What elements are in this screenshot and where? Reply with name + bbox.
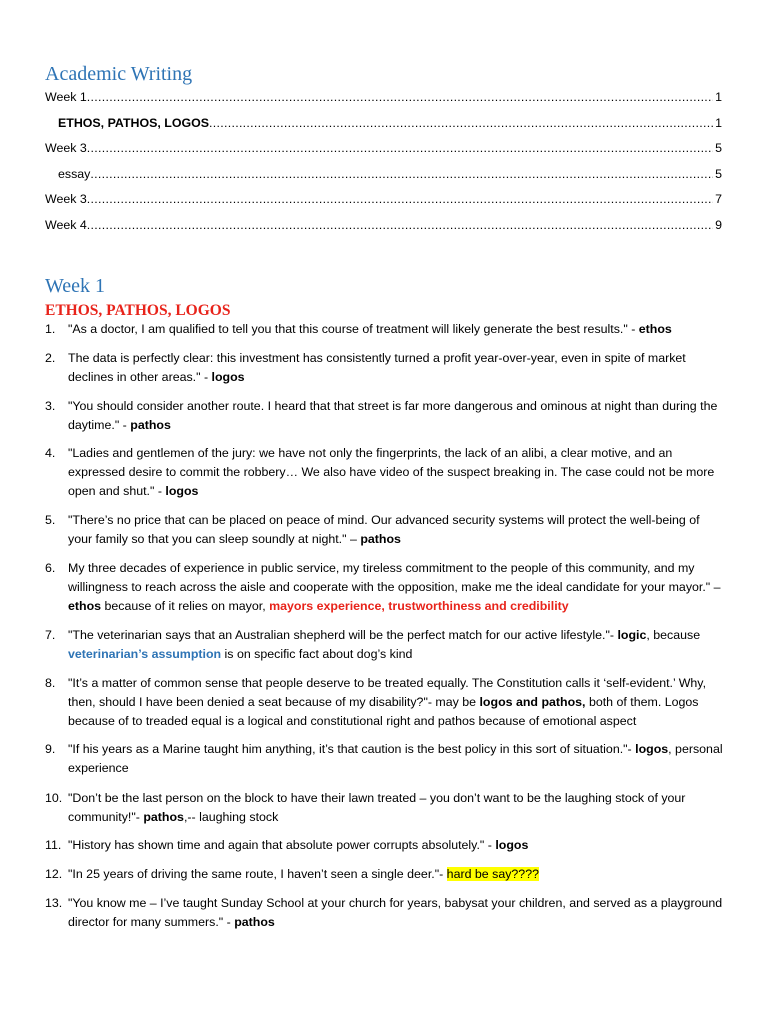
toc-entry-page: 7: [715, 192, 722, 206]
answer-label: pathos: [143, 810, 184, 824]
item-text: [68, 511, 725, 549]
document-title: Academic Writing: [45, 63, 193, 85]
list-item: [45, 894, 725, 932]
answer-label: pathos: [360, 532, 401, 546]
text-run: "In 25 years of driving the same route, I haven’t seen a single deer."-: [68, 867, 447, 881]
highlighted-note: mayors experience, trustworthiness and credibility: [269, 599, 569, 613]
text-run: "It’s a matter of common sense that people deserve to be treated equally. The Constitution calls it ‘self-evident.’ Why, then, should I have been denied a seat because of my disability?"- may be: [68, 676, 707, 709]
answer-label: ethos: [638, 322, 672, 336]
toc-leader-dots: [87, 88, 713, 107]
answer-label: logos: [165, 484, 199, 498]
item-text: [68, 444, 725, 501]
answer-label: logos and pathos,: [479, 695, 586, 709]
item-number: 1.: [45, 322, 56, 336]
list-item: [45, 320, 725, 339]
item-number: 7.: [45, 628, 56, 642]
answer-label: pathos: [234, 915, 275, 929]
list-item: [45, 865, 725, 884]
text-run: "The veterinarian says that an Australian shepherd will be the perfect match for our active lifestyle."-: [68, 628, 618, 642]
toc-entry[interactable]: [45, 216, 722, 242]
toc-entry[interactable]: [45, 114, 722, 140]
list-item: [45, 559, 725, 616]
toc-leader-dots: [87, 139, 713, 158]
toc-entry-label: Week 3: [45, 192, 87, 206]
toc-entry[interactable]: [45, 190, 722, 216]
toc-leader-dots: [87, 190, 713, 209]
toc-entry-page: 5: [715, 141, 722, 155]
answer-label: logos: [211, 370, 245, 384]
text-run: "Ladies and gentlemen of the jury: we have not only the fingerprints, the lack of an alibi, a clear motive, and an expressed desire to commit the robbery… We also have video of the suspect breaking in. The case could not be more open and shut." -: [68, 446, 715, 498]
item-number: 12.: [45, 867, 63, 881]
text-run: , because: [646, 628, 701, 642]
item-text: [68, 836, 725, 855]
table-of-contents: [45, 88, 722, 241]
toc-entry-page: 9: [715, 217, 722, 232]
item-text: [68, 349, 725, 387]
text-run: "If his years as a Marine taught him anything, it’s that caution is the best policy in this sort of situation."-: [68, 742, 636, 756]
item-number: 13.: [45, 896, 63, 910]
item-number: 8.: [45, 676, 56, 690]
text-run: "History has shown time and again that absolute power corrupts absolutely." -: [68, 838, 496, 852]
text-run: "You know me – I’ve taught Sunday School at your church for years, babysat your children, and served as a playground director for many summers." -: [68, 896, 723, 929]
highlighted-note: veterinarian’s assumption: [68, 647, 222, 661]
item-text: [68, 559, 725, 616]
item-number: 11.: [45, 838, 62, 852]
highlighted-note: hard be say????: [446, 867, 539, 881]
answer-label: logos: [495, 838, 529, 852]
item-text: [68, 320, 725, 339]
item-number: 3.: [45, 399, 56, 413]
list-item: [45, 836, 725, 855]
item-number: 10.: [45, 791, 63, 805]
list-item: [45, 397, 725, 435]
toc-entry-label: Week 4: [45, 217, 87, 232]
answer-label: logos: [635, 742, 669, 756]
text-run: "You should consider another route. I heard that that street is far more dangerous and ominous at night than during the daytime." -: [68, 399, 718, 432]
text-run: "Don’t be the last person on the block to have their lawn treated – you don’t want to be the laughing stock of your community!"-: [68, 791, 686, 824]
toc-entry-label: essay: [58, 166, 91, 181]
item-number: 5.: [45, 513, 56, 527]
text-run: because of it relies on mayor,: [101, 599, 270, 613]
list-item: [45, 444, 725, 501]
toc-leader-dots: [90, 165, 713, 184]
item-number: 2.: [45, 351, 56, 365]
toc-leader-dots: [209, 114, 713, 133]
toc-entry-page: 1: [715, 115, 722, 130]
item-text: [68, 397, 725, 435]
item-number: 9.: [45, 742, 56, 756]
list-item: [45, 789, 725, 827]
section-heading: Week 1: [45, 275, 106, 297]
item-number: 4.: [45, 446, 56, 460]
text-run: is on specific fact about dog’s kind: [221, 647, 413, 661]
toc-entry-label: ETHOS, PATHOS, LOGOS: [58, 115, 209, 130]
item-text: [68, 740, 725, 778]
text-run: My three decades of experience in public service, my tireless commitment to the people of this community, and my willingness to reach across the aisle and cooperate with the opposition, make me the ideal candidate for your mayor." –: [68, 561, 721, 594]
toc-entry[interactable]: [45, 88, 722, 114]
item-text: [68, 865, 725, 884]
text-run: , personal experience: [68, 742, 723, 775]
answer-label: ethos: [68, 599, 102, 613]
toc-entry[interactable]: [45, 139, 722, 165]
item-text: [68, 894, 725, 932]
list-item: [45, 674, 725, 731]
answer-label: pathos: [130, 418, 171, 432]
text-run: ,-- laughing stock: [183, 810, 279, 824]
toc-leader-dots: [87, 216, 713, 235]
toc-entry-label: Week 1: [45, 90, 87, 104]
text-run: The data is perfectly clear: this investment has consistently turned a profit year-over-year, even in spite of market declines in other areas." -: [68, 351, 686, 384]
item-text: [68, 789, 725, 827]
list-item: [45, 740, 725, 778]
toc-entry[interactable]: [45, 165, 722, 191]
section-subheading: ETHOS, PATHOS, LOGOS: [45, 302, 231, 319]
text-run: "As a doctor, I am qualified to tell you that this course of treatment will likely generate the best results." -: [68, 322, 639, 336]
item-text: [68, 626, 725, 664]
list-item: [45, 511, 725, 549]
toc-entry-page: 5: [715, 166, 722, 181]
toc-entry-label: Week 3: [45, 141, 87, 155]
text-run: "There’s no price that can be placed on peace of mind. Our advanced security systems will protect the well-being of your family so that you can sleep soundly at night." –: [68, 513, 700, 546]
toc-entry-page: 1: [715, 90, 722, 104]
item-number: 6.: [45, 561, 56, 575]
answer-label: logic: [617, 628, 647, 642]
list-item: [45, 349, 725, 387]
list-item: [45, 626, 725, 664]
item-text: [68, 674, 725, 731]
text-run: both of them. Logos because of to treaded equal is a logical and constitutional right and pathos because of emotional aspect: [68, 695, 699, 728]
